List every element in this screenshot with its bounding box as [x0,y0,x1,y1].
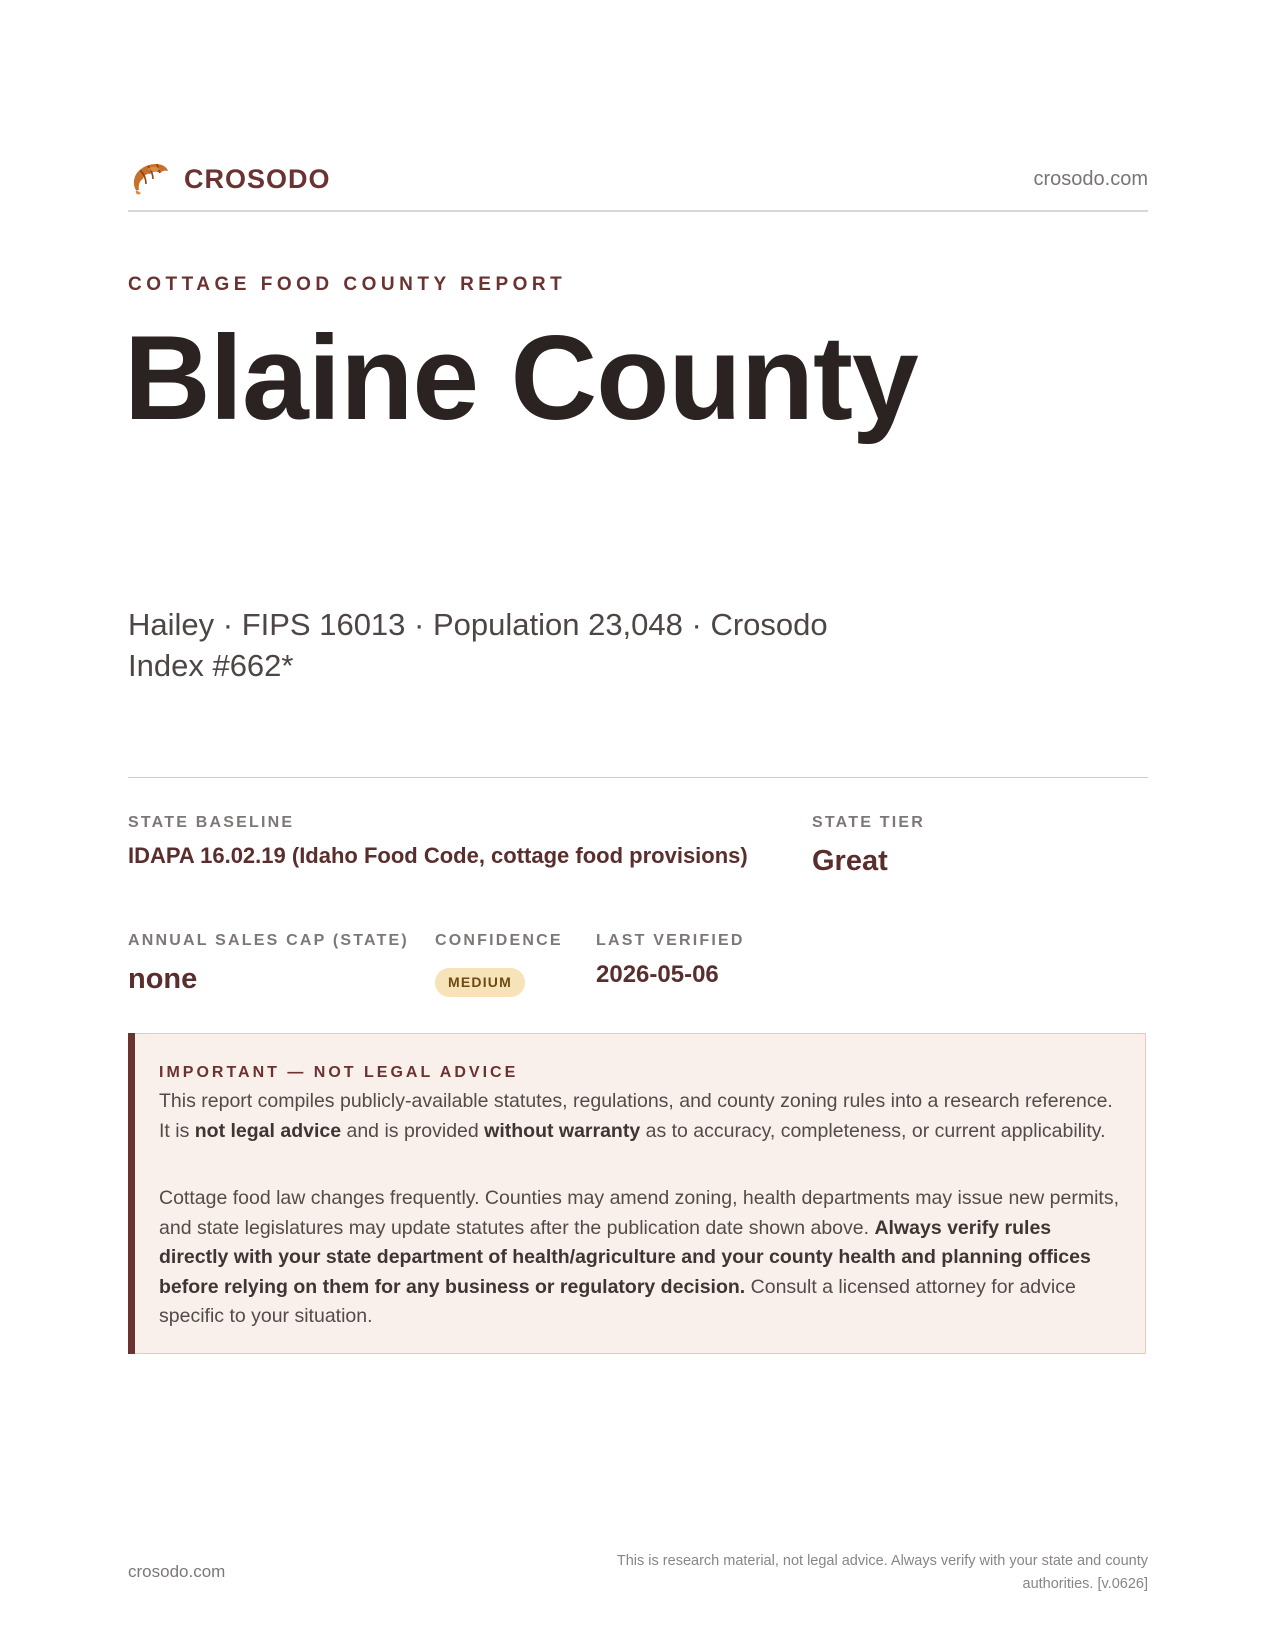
county-subtitle: Hailey · FIPS 16013 · Population 23,048 · Crosodo Index #662* [128,607,828,683]
confidence-badge: MEDIUM [435,968,525,997]
last-verified-label: LAST VERIFIED [596,932,745,949]
notice-heading: IMPORTANT — NOT LEGAL ADVICE [159,1064,519,1081]
header-divider [128,210,1148,212]
report-eyebrow: COTTAGE FOOD COUNTY REPORT [128,274,567,295]
croissant-icon [130,160,170,198]
legal-notice [128,1033,1146,1354]
report-page [124,0,1148,1650]
notice-paragraph-1: This report compiles publicly-available statutes, regulations, and county zoning rules into a research reference. It is not legal advice and is provided without warranty as to accuracy, completeness, or current applicability. [159,1090,1113,1142]
state-baseline-value: IDAPA 16.02.19 (Idaho Food Code, cottage food provisions) [128,843,748,868]
site-url[interactable]: crosodo.com [1033,168,1148,190]
brand-name: CROSODO [184,164,331,194]
confidence-label: CONFIDENCE [435,932,563,949]
section-divider [128,777,1148,778]
notice-accent-bar [128,1033,135,1354]
footer-disclaimer: This is research material, not legal advice. Always verify with your state and county authorities. [v.0626] [616,1553,1148,1592]
state-baseline-label: STATE BASELINE [128,814,295,831]
state-tier-label: STATE TIER [812,814,925,831]
state-tier-value: Great [812,845,888,877]
page-title: Blaine County [124,311,918,445]
sales-cap-label: ANNUAL SALES CAP (STATE) [128,932,409,949]
notice-paragraph-2: Cottage food law changes frequently. Counties may amend zoning, health departments may issue new permits, and state legislatures may update statutes after the publication date shown above. Always verify rules directly with your state department of health/agriculture and your county health and planning offices before relying on them for any business or regulatory decision. Consult a licensed attorney for advice specific to your situation. [159,1187,1119,1327]
sales-cap-value: none [128,963,198,995]
footer-site-url[interactable]: crosodo.com [128,1562,226,1581]
page-header [128,158,1148,202]
last-verified-value: 2026-05-06 [596,961,719,988]
